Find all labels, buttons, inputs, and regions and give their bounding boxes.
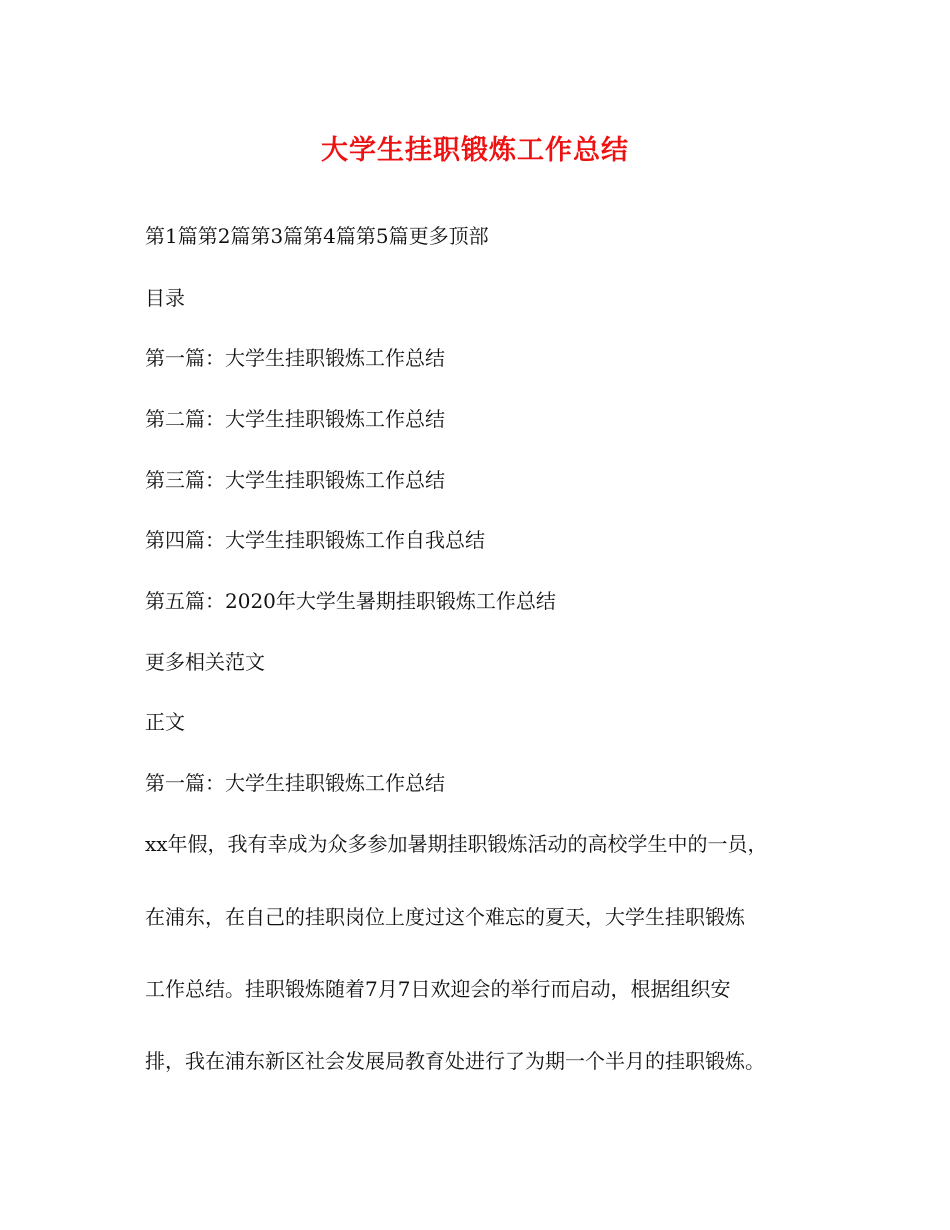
toc-item: 第二篇：大学生挂职锻炼工作总结 — [145, 407, 445, 431]
toc-item: 第一篇：大学生挂职锻炼工作总结 — [145, 346, 445, 370]
toc-item: 第五篇：2020年大学生暑期挂职锻炼工作总结 — [145, 589, 556, 613]
body-paragraph-line: 在浦东，在自己的挂职岗位上度过这个难忘的夏天，大学生挂职锻炼 — [145, 905, 745, 929]
body-heading: 正文 — [145, 710, 185, 734]
toc-item: 第三篇：大学生挂职锻炼工作总结 — [145, 468, 445, 492]
toc-item: 第四篇：大学生挂职锻炼工作自我总结 — [145, 528, 485, 552]
body-paragraph-line: 工作总结。挂职锻炼随着7月7日欢迎会的举行而启动，根据组织安 — [145, 977, 731, 1001]
section-heading: 第一篇：大学生挂职锻炼工作总结 — [145, 771, 445, 795]
body-paragraph-line: xx年假，我有幸成为众多参加暑期挂职锻炼活动的高校学生中的一员， — [145, 832, 768, 856]
nav-line: 第1篇第2篇第3篇第4篇第5篇更多顶部 — [145, 224, 489, 248]
toc-heading: 目录 — [145, 286, 185, 310]
body-paragraph-line: 排，我在浦东新区社会发展局教育处进行了为期一个半月的挂职锻炼。 — [145, 1049, 765, 1073]
more-related-link: 更多相关范文 — [145, 650, 265, 674]
document-title: 大学生挂职锻炼工作总结 — [321, 135, 629, 166]
